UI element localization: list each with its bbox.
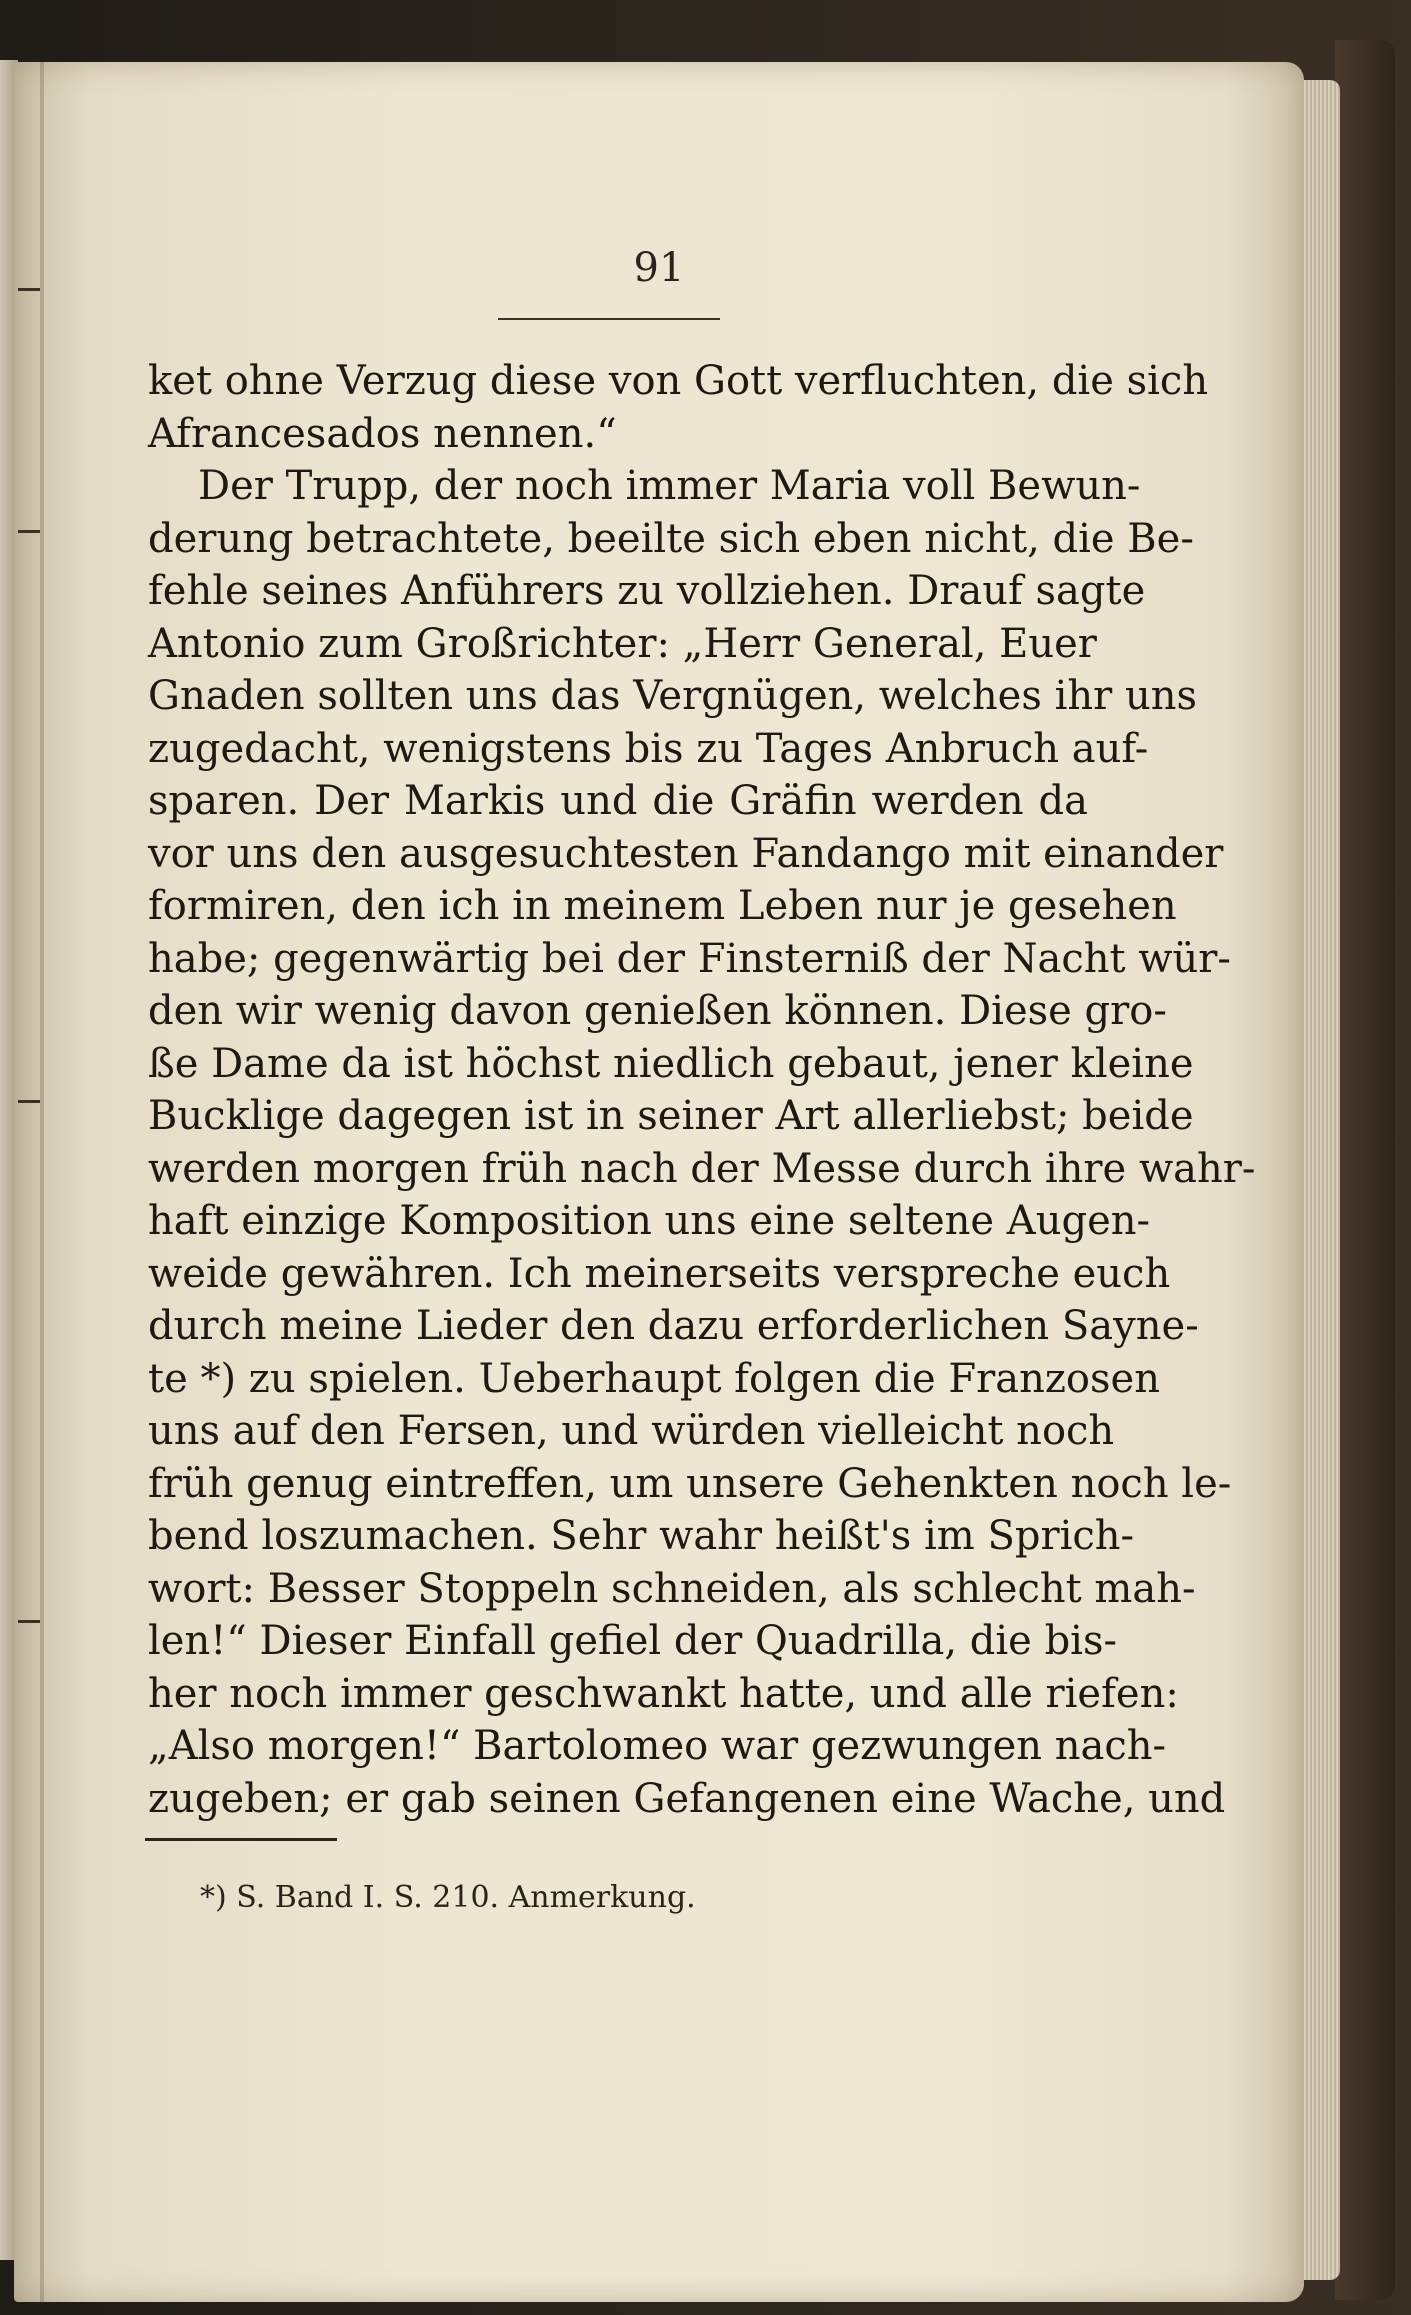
text-line: Der Trupp, der noch immer Maria voll Bewun-	[198, 463, 1141, 509]
text-line: früh genug eintreffen, um unsere Gehenkten noch le-	[148, 1460, 1232, 1507]
text-line: formiren, den ich in meinem Leben nur je gesehen	[148, 883, 1177, 929]
gutter-shadow	[40, 62, 44, 2302]
text-line: sparen. Der Markis und die Gräfin werden da	[148, 778, 1088, 824]
footnote: *) S. Band I. S. 210. Anmerkung.	[200, 1880, 696, 1915]
text-line: weide gewähren. Ich meinerseits verspreche euch	[148, 1250, 1171, 1297]
margin-tick	[18, 1620, 40, 1623]
text-line: derung betrachtete, beeilte sich eben nicht, die Be-	[148, 515, 1194, 562]
text-line: vor uns den ausgesuchtesten Fandango mit einander	[148, 830, 1224, 877]
text-line: zugeben; er gab seinen Gefangenen eine Wache, und	[148, 1775, 1226, 1822]
text-line: te *) zu spielen. Ueberhaupt folgen die Franzosen	[148, 1355, 1160, 1402]
text-line: haft einzige Komposition uns eine seltene Augen-	[148, 1198, 1151, 1244]
margin-tick	[18, 1100, 40, 1103]
text-line: ße Dame da ist höchst niedlich gebaut, jener kleine	[148, 1040, 1194, 1087]
text-line: bend loszumachen. Sehr wahr heißt's im Sprich-	[148, 1513, 1135, 1559]
text-line: Afrancesados nennen.“	[148, 410, 617, 457]
text-line: wort: Besser Stoppeln schneiden, als schlecht mah-	[148, 1565, 1196, 1612]
text-line: den wir wenig davon genießen können. Diese gro-	[148, 988, 1167, 1034]
footnote-rule	[145, 1838, 337, 1841]
book-cover-edge	[1335, 40, 1395, 2300]
text-line: len!“ Dieser Einfall gefiel der Quadrilla, die bis-	[148, 1618, 1118, 1664]
text-line: habe; gegenwärtig bei der Finsterniß der Nacht wür-	[148, 935, 1231, 982]
text-line: werden morgen früh nach der Messe durch ihre wahr-	[148, 1145, 1256, 1192]
text-line: zugedacht, wenigstens bis zu Tages Anbruch auf-	[148, 725, 1149, 772]
text-line: her noch immer geschwankt hatte, und alle riefen:	[148, 1670, 1179, 1717]
text-line: Antonio zum Großrichter: „Herr General, Euer	[148, 620, 1097, 667]
page-number: 91	[633, 245, 685, 291]
body-text	[148, 355, 1256, 1825]
text-line: durch meine Lieder den dazu erforderlichen Sayne-	[148, 1303, 1199, 1349]
margin-tick	[18, 530, 40, 533]
text-line: „Also morgen!“ Bartolomeo war gezwungen nach-	[148, 1723, 1167, 1769]
text-line: Bucklige dagegen ist in seiner Art allerliebst; beide	[148, 1093, 1194, 1139]
page-stack-edges	[1300, 80, 1340, 2280]
header-rule	[498, 318, 720, 320]
text-line: uns auf den Fersen, und würden vielleicht noch	[148, 1408, 1115, 1454]
text-line: Gnaden sollten uns das Vergnügen, welches ihr uns	[148, 673, 1198, 719]
text-line: fehle seines Anführers zu vollziehen. Drauf sagte	[148, 568, 1146, 614]
text-line: ket ohne Verzug diese von Gott verfluchten, die sich	[148, 358, 1209, 404]
